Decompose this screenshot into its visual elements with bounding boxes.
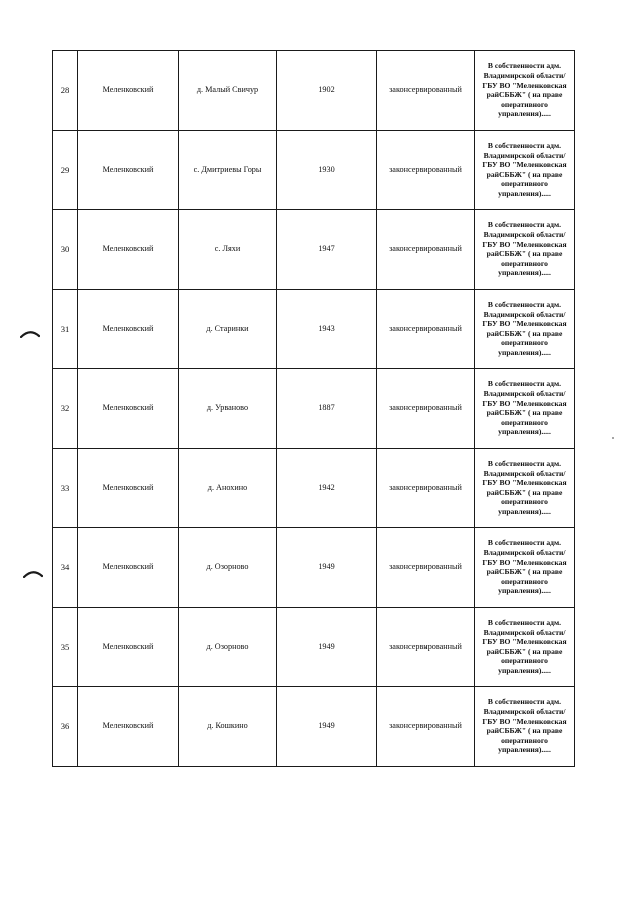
table-row [53,130,575,210]
row-number: 30 [53,210,78,290]
year-cell: 1902 [277,51,377,131]
status-cell: законсервированный [377,130,475,210]
district-cell: Меленковский [78,607,179,687]
settlement-cell: с. Дмитриевы Горы [179,130,277,210]
settlement-cell: д. Малый Свичур [179,51,277,131]
district-cell: Меленковский [78,289,179,369]
district-cell: Меленковский [78,210,179,290]
table-row [53,369,575,449]
year-cell: 1942 [277,448,377,528]
district-cell: Меленковский [78,51,179,131]
status-cell: законсервированный [377,51,475,131]
table-row [53,51,575,131]
year-cell: 1949 [277,687,377,767]
district-cell: Меленковский [78,369,179,449]
year-cell: 1949 [277,607,377,687]
row-number: 29 [53,130,78,210]
row-number: 31 [53,289,78,369]
year-cell: 1887 [277,369,377,449]
scan-speck [612,437,614,439]
status-cell: законсервированный [377,289,475,369]
row-number: 35 [53,607,78,687]
hole-punch-mark-icon [23,570,43,578]
table-row [53,210,575,290]
ownership-cell: В собственности адм. Владимирской области/ГБУ ВО "Меленковская райСББЖ" ( на праве оперативного управления)..... [475,369,575,449]
ownership-cell: В собственности адм. Владимирской области/ГБУ ВО "Меленковская райСББЖ" ( на праве оперативного управления)..... [475,448,575,528]
status-cell: законсервированный [377,528,475,608]
settlement-cell: д. Кошкино [179,687,277,767]
settlement-cell: д. Озорново [179,607,277,687]
row-number: 36 [53,687,78,767]
row-number: 33 [53,448,78,528]
status-cell: законсервированный [377,210,475,290]
year-cell: 1930 [277,130,377,210]
table-row [53,607,575,687]
district-cell: Меленковский [78,687,179,767]
year-cell: 1943 [277,289,377,369]
table-row [53,289,575,369]
settlement-cell: д. Озорново [179,528,277,608]
ownership-cell: В собственности адм. Владимирской области/ГБУ ВО "Меленковская райСББЖ" ( на праве оперативного управления)..... [475,289,575,369]
hole-punch-mark-icon [20,330,40,338]
ownership-cell: В собственности адм. Владимирской области/ГБУ ВО "Меленковская райСББЖ" ( на праве оперативного управления)..... [475,687,575,767]
row-number: 34 [53,528,78,608]
registry-table [52,50,575,767]
district-cell: Меленковский [78,130,179,210]
status-cell: законсервированный [377,369,475,449]
row-number: 32 [53,369,78,449]
district-cell: Меленковский [78,528,179,608]
settlement-cell: с. Ляхи [179,210,277,290]
year-cell: 1949 [277,528,377,608]
settlement-cell: д. Анохино [179,448,277,528]
district-cell: Меленковский [78,448,179,528]
year-cell: 1947 [277,210,377,290]
table-row [53,528,575,608]
status-cell: законсервированный [377,687,475,767]
settlement-cell: д. Урваново [179,369,277,449]
ownership-cell: В собственности адм. Владимирской области/ГБУ ВО "Меленковская райСББЖ" ( на праве оперативного управления)..... [475,210,575,290]
status-cell: законсервированный [377,607,475,687]
ownership-cell: В собственности адм. Владимирской области/ГБУ ВО "Меленковская райСББЖ" ( на праве оперативного управления)..... [475,51,575,131]
ownership-cell: В собственности адм. Владимирской области/ГБУ ВО "Меленковская райСББЖ" ( на праве оперативного управления)..... [475,607,575,687]
ownership-cell: В собственности адм. Владимирской области/ГБУ ВО "Меленковская райСББЖ" ( на праве оперативного управления)..... [475,130,575,210]
table-row [53,448,575,528]
settlement-cell: д. Старинки [179,289,277,369]
table-row [53,687,575,767]
status-cell: законсервированный [377,448,475,528]
ownership-cell: В собственности адм. Владимирской области/ГБУ ВО "Меленковская райСББЖ" ( на праве оперативного управления)..... [475,528,575,608]
row-number: 28 [53,51,78,131]
